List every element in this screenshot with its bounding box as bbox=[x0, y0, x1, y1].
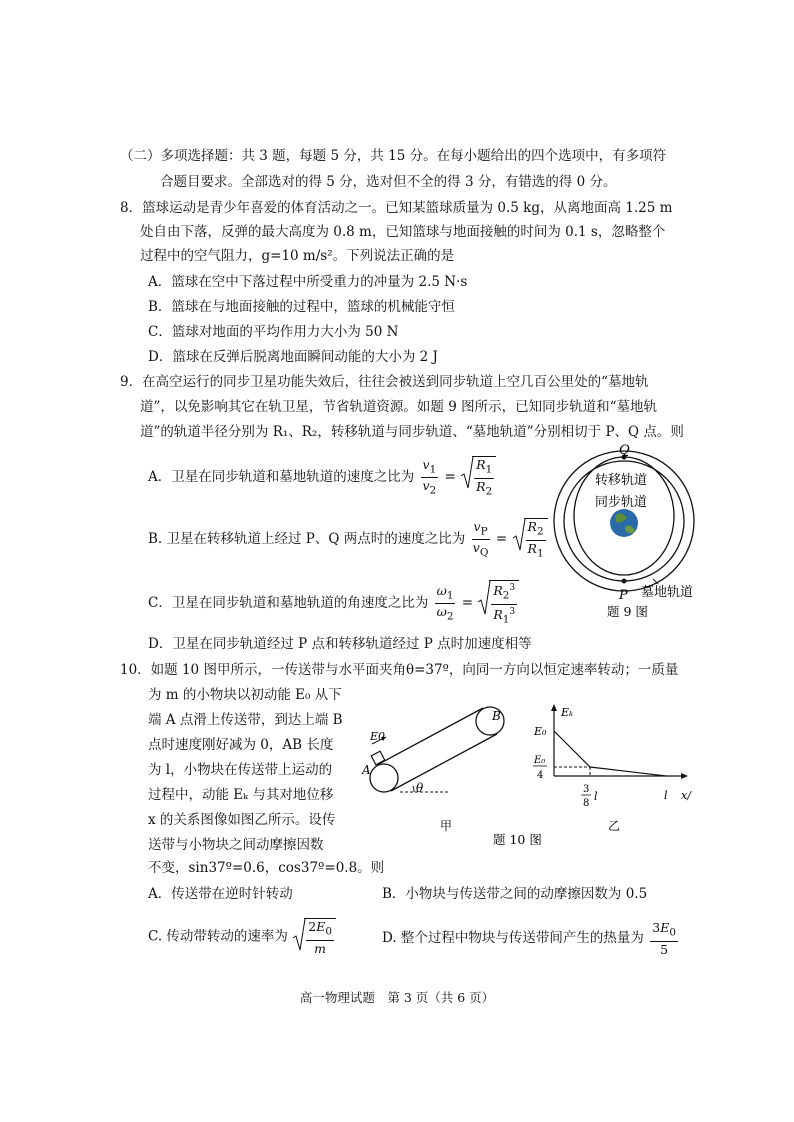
belt-top bbox=[377, 708, 483, 765]
q9-stem-line3: 道”的轨道半径分别为 R₁、R₂，转移轨道与同步轨道、“墓地轨道”分别相切于 P、Q 点。则 bbox=[140, 424, 684, 440]
label-b: B bbox=[492, 709, 501, 723]
label-q: Q bbox=[619, 443, 630, 458]
q10-side-line6: x 的关系图像如图乙所示。设传 bbox=[148, 812, 336, 828]
q10-side-line4: 为 l，小物块在传送带上运动的 bbox=[148, 762, 333, 778]
q9-option-c-text: C．卫星在同步轨道和墓地轨道的角速度之比为 bbox=[148, 595, 429, 612]
section-heading: （二）多项选择题：共 3 题，每题 5 分，共 15 分。在每小题给出的四个选项中，有多项符 bbox=[120, 148, 667, 164]
label-theta: θ bbox=[416, 781, 424, 795]
q10-side-line5: 过程中，动能 Eₖ 与其对地位移 bbox=[148, 787, 334, 803]
x-arrow-icon bbox=[681, 773, 688, 779]
q9-option-d: D．卫星在同步轨道经过 P 点和转移轨道经过 P 点时加速度相等 bbox=[148, 636, 532, 652]
q9-option-b: B. 卫星在转移轨道上经过 P、Q 两点时的速度之比为 $\frac{v_P}{v_Q}$ = $\frac{R_2}{R_1}$ bbox=[148, 518, 548, 561]
q9-a-fraction: $\frac{v_1}{v_2}$ bbox=[422, 456, 437, 497]
q9-stem-line2: 道”，以免影响其它在轨卫星，节省轨道资源。如题 9 图所示，已知同步轨道和“墓地轨 bbox=[140, 399, 657, 415]
page-footer: 高一物理试题 第 3 页（共 6 页） bbox=[299, 990, 495, 1005]
q9-option-c: C．卫星在同步轨道和墓地轨道的角速度之比为 $\frac{\omega_1}{\omega_2}$ = $\frac{R_2^3}{R_1^3}$ bbox=[148, 580, 519, 627]
q8-option-d: D．篮球在反弹后脱离地面瞬间动能的大小为 2 J bbox=[148, 349, 438, 365]
q10-option-d-text: D. 整个过程中物块与传送带间产生的热量为 bbox=[382, 929, 644, 946]
block bbox=[371, 751, 385, 765]
q8-stem-line3: 过程中的空气阻力，g=10 m/s²。下列说法正确的是 bbox=[140, 248, 455, 264]
label-ek: Eₖ bbox=[561, 706, 574, 719]
fig10-caption: 题 10 图 bbox=[493, 832, 542, 847]
q10-side-line8: 不变，sin37º=0.6，cos37º=0.8。则 bbox=[148, 860, 385, 876]
section-heading-cont: 合题目要求。全部选对的得 5 分，选对但不全的得 3 分，有错选的得 0 分。 bbox=[160, 174, 617, 190]
label-a: A bbox=[362, 763, 371, 777]
angle-arc bbox=[413, 786, 414, 792]
q9-figure bbox=[555, 440, 745, 620]
q9-b-sqrt: $\frac{R_2}{R_1}$ bbox=[512, 518, 548, 561]
label-l: l bbox=[664, 789, 668, 802]
q8-stem-line2: 处自由下落，反弹的最大高度为 0.8 m，已知篮球与地面接触的时间为 0.1 s，忽略整个 bbox=[140, 224, 666, 240]
point-p bbox=[622, 579, 627, 584]
belt-bottom bbox=[391, 734, 497, 791]
q9-option-a-text: A．卫星在同步轨道和墓地轨道的速度之比为 bbox=[148, 469, 415, 485]
label-yi: 乙 bbox=[608, 819, 621, 833]
q8-option-b: B．篮球在与地面接触的过程中，篮球的机械能守恒 bbox=[148, 299, 455, 315]
q10-c-sqrt: $\frac{2E_0}{m}$ bbox=[292, 918, 336, 956]
label-e0-axis: E₀ bbox=[534, 725, 547, 738]
q10-side-line7: 送带与小物块之间动摩擦因数 bbox=[148, 837, 324, 853]
label-p: P bbox=[619, 588, 628, 603]
label-eight: 8 bbox=[583, 798, 590, 809]
q10-option-a: A．传送带在逆时针转动 bbox=[148, 886, 293, 902]
label-x: x/ bbox=[681, 789, 691, 802]
label-sync-orbit: 同步轨道 bbox=[595, 495, 648, 510]
q9-option-b-text: B. 卫星在转移轨道上经过 P、Q 两点时的速度之比为 bbox=[148, 531, 466, 547]
label-quarter-num: E₀ bbox=[534, 755, 546, 766]
q10-stem-line1: 10．如题 10 图甲所示，一传送带与水平面夹角θ=37º，向同一方向以恒定速率转动；一质量 bbox=[120, 662, 679, 678]
q10-figure-yi bbox=[528, 700, 698, 835]
q10-option-b: B．小物块与传送带之间的动摩擦因数为 0.5 bbox=[382, 886, 648, 902]
label-three: 3 bbox=[583, 784, 590, 795]
label-transfer-orbit: 转移轨道 bbox=[595, 473, 648, 488]
q9-option-a: A．卫星在同步轨道和墓地轨道的速度之比为 $\frac{v_1}{v_2}$ = $\frac{R_1}{R_2}$ bbox=[148, 456, 496, 499]
q8-option-a: A．篮球在空中下落过程中所受重力的冲量为 2.5 N·s bbox=[148, 274, 468, 290]
q8-option-c: C．篮球对地面的平均作用力大小为 50 N bbox=[148, 324, 399, 340]
label-l-small: l bbox=[594, 790, 598, 803]
q9-b-fraction: $\frac{v_P}{v_Q}$ bbox=[472, 518, 489, 559]
q10-option-d bbox=[382, 920, 680, 957]
ek-curve bbox=[554, 731, 666, 776]
q9-c-sqrt: $\frac{R_2^3}{R_1^3}$ bbox=[477, 580, 519, 627]
q9-c-fraction: $\frac{\omega_1}{\omega_2}$ bbox=[436, 582, 454, 623]
label-jia: 甲 bbox=[440, 819, 453, 833]
q10-side-line1: 为 m 的小物块以初动能 E₀ 从下 bbox=[148, 687, 342, 703]
y-arrow-icon bbox=[551, 704, 557, 711]
q10-d-fraction: $\frac{3E_0}{5}$ bbox=[652, 920, 676, 957]
q10-side-line3: 点时速度刚好减为 0，AB 长度 bbox=[148, 737, 334, 753]
fig9-caption: 题 9 图 bbox=[607, 604, 648, 619]
label-quarter-den: 4 bbox=[537, 770, 544, 781]
label-graveyard-orbit: 墓地轨道 bbox=[641, 585, 694, 600]
q10-option-c bbox=[148, 918, 336, 956]
label-e0: E0 bbox=[370, 730, 386, 743]
lower-pulley bbox=[370, 764, 398, 792]
q9-a-sqrt: $\frac{R_1}{R_2}$ bbox=[460, 456, 496, 499]
q9-stem-line1: 9．在高空运行的同步卫星功能失效后，往往会被送到同步轨道上空几百公里处的“墓地轨 bbox=[120, 374, 649, 390]
earth-icon bbox=[610, 509, 638, 537]
q10-side-line2: 端 A 点滑上传送带，到达上端 B bbox=[148, 712, 343, 728]
q10-figure-jia bbox=[360, 700, 542, 850]
q10-option-c-text: C. 传动带转动的速率为 bbox=[148, 928, 288, 945]
q8-stem-line1: 8．篮球运动是青少年喜爱的体育活动之一。已知某篮球质量为 0.5 kg，从离地面高 1.25 m bbox=[120, 200, 673, 216]
